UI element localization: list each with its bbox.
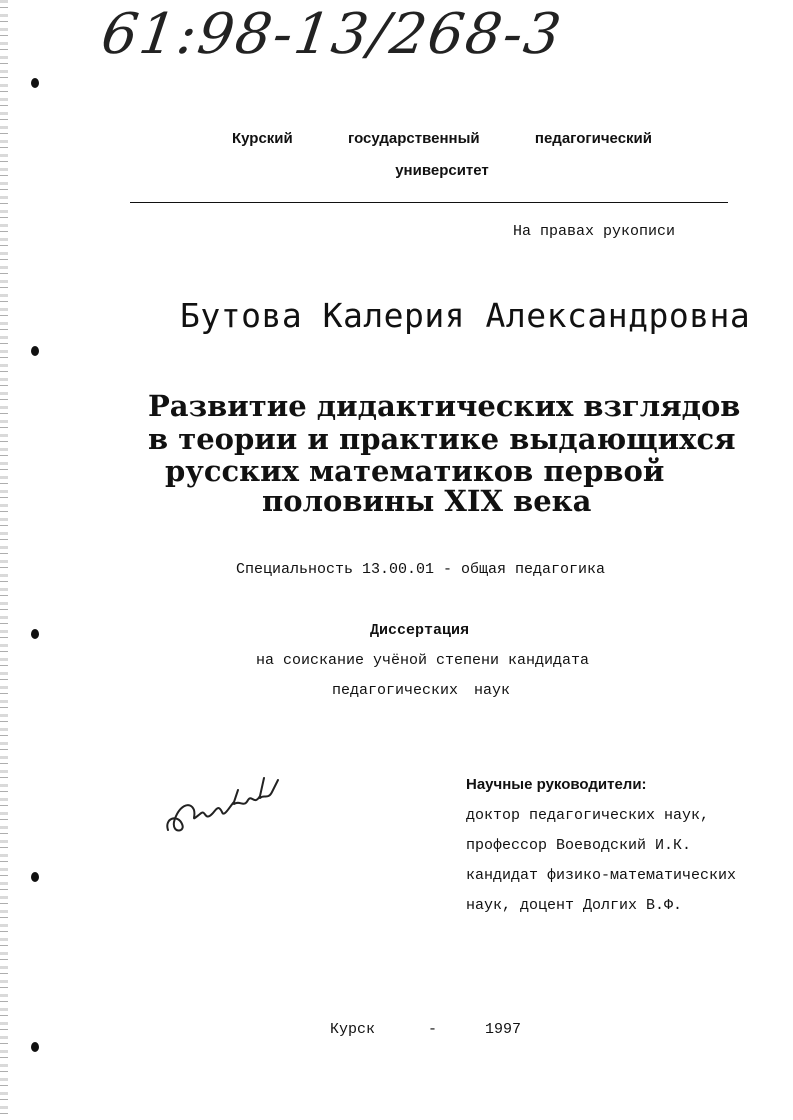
header-divider [130, 202, 728, 203]
degree-line: на соискание учёной степени кандидата [256, 652, 590, 669]
advisors-heading: Научные руководители: [466, 776, 647, 793]
university-name-line2: университет [395, 162, 489, 179]
university-name [232, 130, 652, 147]
punch-hole-mark [31, 1042, 39, 1052]
title-line: русских математиков первой [165, 454, 665, 488]
advisor-line: наук, доцент Долгих В.Ф. [466, 897, 683, 914]
year: 1997 [485, 1021, 522, 1038]
punch-hole-mark [31, 346, 39, 356]
advisor-line: кандидат физико-математических [466, 867, 737, 884]
handwritten-catalog-number: 61:98-13/268-3 [97, 2, 567, 67]
university-word: Курский [232, 130, 293, 147]
field-line: педагогических наук [332, 682, 511, 699]
handwritten-signature [160, 770, 290, 840]
punch-hole-mark [31, 629, 39, 639]
advisor-line: доктор педагогических наук, [466, 807, 710, 824]
footer-separator: - [428, 1021, 438, 1038]
title-line: в теории и практике выдающихся [148, 422, 736, 456]
specialty: Специальность 13.00.01 - общая педагогика [236, 561, 606, 578]
punch-hole-mark [31, 78, 39, 88]
punch-hole-mark [31, 872, 39, 882]
title-line: половины XIX века [262, 484, 592, 518]
advisor-line: профессор Воеводский И.К. [466, 837, 692, 854]
city: Курск [330, 1021, 376, 1038]
title-line: Развитие дидактических взглядов [148, 389, 741, 423]
scan-edge [0, 0, 8, 1120]
author-name: Бутова Калерия Александровна [180, 296, 751, 335]
rights-note: На правах рукописи [513, 223, 676, 240]
dissertation-label: Диссертация [370, 622, 470, 639]
university-word: государственный [348, 130, 480, 147]
university-word: педагогический [534, 130, 652, 147]
